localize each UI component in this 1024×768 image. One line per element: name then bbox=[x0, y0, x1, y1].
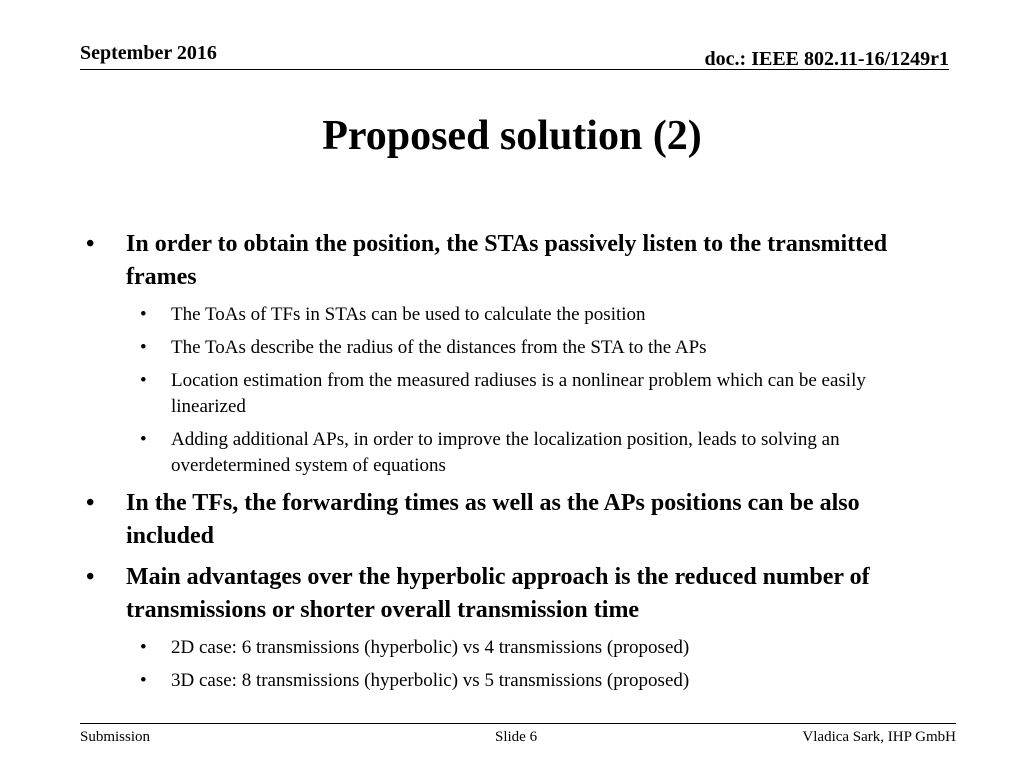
bullet-dot-icon: • bbox=[140, 670, 147, 691]
bullet-dot-icon: • bbox=[140, 337, 147, 358]
bullet-list bbox=[84, 228, 944, 702]
header-doc-id: doc.: IEEE 802.11-16/1249r1 bbox=[704, 48, 949, 70]
sub-bullet-item bbox=[84, 427, 944, 479]
bullet-item bbox=[84, 561, 944, 627]
footer-slide-number: Slide 6 bbox=[495, 729, 538, 745]
header-rule bbox=[80, 69, 949, 70]
sub-bullet-item bbox=[84, 368, 944, 420]
sub-bullet-list bbox=[84, 302, 944, 479]
sub-bullet-text: Adding additional APs, in order to improve the localization position, leads to solving an overdetermined system of equations bbox=[171, 429, 840, 476]
footer-author: Vladica Sark, IHP GmbH bbox=[802, 729, 956, 745]
sub-bullet-item bbox=[84, 302, 944, 328]
bullet-item bbox=[84, 228, 944, 294]
bullet-text: Main advantages over the hyperbolic approach is the reduced number of transmissions or shorter overall transmission time bbox=[126, 564, 870, 623]
bullet-dot-icon: • bbox=[86, 564, 95, 590]
footer-rule bbox=[80, 723, 956, 724]
sub-bullet-list bbox=[84, 635, 944, 694]
bullet-dot-icon: • bbox=[86, 231, 95, 257]
bullet-dot-icon: • bbox=[140, 429, 147, 450]
sub-bullet-text: 3D case: 8 transmissions (hyperbolic) vs 5 transmissions (proposed) bbox=[171, 670, 690, 691]
sub-bullet-item bbox=[84, 335, 944, 361]
bullet-dot-icon: • bbox=[140, 637, 147, 658]
sub-bullet-text: Location estimation from the measured radiuses is a nonlinear problem which can be easily linearized bbox=[171, 370, 866, 417]
bullet-dot-icon: • bbox=[140, 370, 147, 391]
footer-submission: Submission bbox=[80, 729, 151, 745]
sub-bullet-item bbox=[84, 668, 944, 694]
bullet-dot-icon: • bbox=[86, 490, 95, 516]
bullet-text: In order to obtain the position, the STAs passively listen to the transmitted frames bbox=[126, 231, 888, 290]
bullet-dot-icon: • bbox=[140, 304, 147, 325]
sub-bullet-text: 2D case: 6 transmissions (hyperbolic) vs 4 transmissions (proposed) bbox=[171, 637, 690, 658]
bullet-text: In the TFs, the forwarding times as well as the APs positions can be also included bbox=[126, 490, 860, 549]
sub-bullet-item bbox=[84, 635, 944, 661]
sub-bullet-text: The ToAs describe the radius of the distances from the STA to the APs bbox=[171, 337, 707, 358]
sub-bullet-text: The ToAs of TFs in STAs can be used to calculate the position bbox=[171, 304, 646, 325]
header-date: September 2016 bbox=[80, 42, 217, 64]
bullet-item bbox=[84, 487, 944, 553]
slide-title: Proposed solution (2) bbox=[322, 113, 702, 159]
